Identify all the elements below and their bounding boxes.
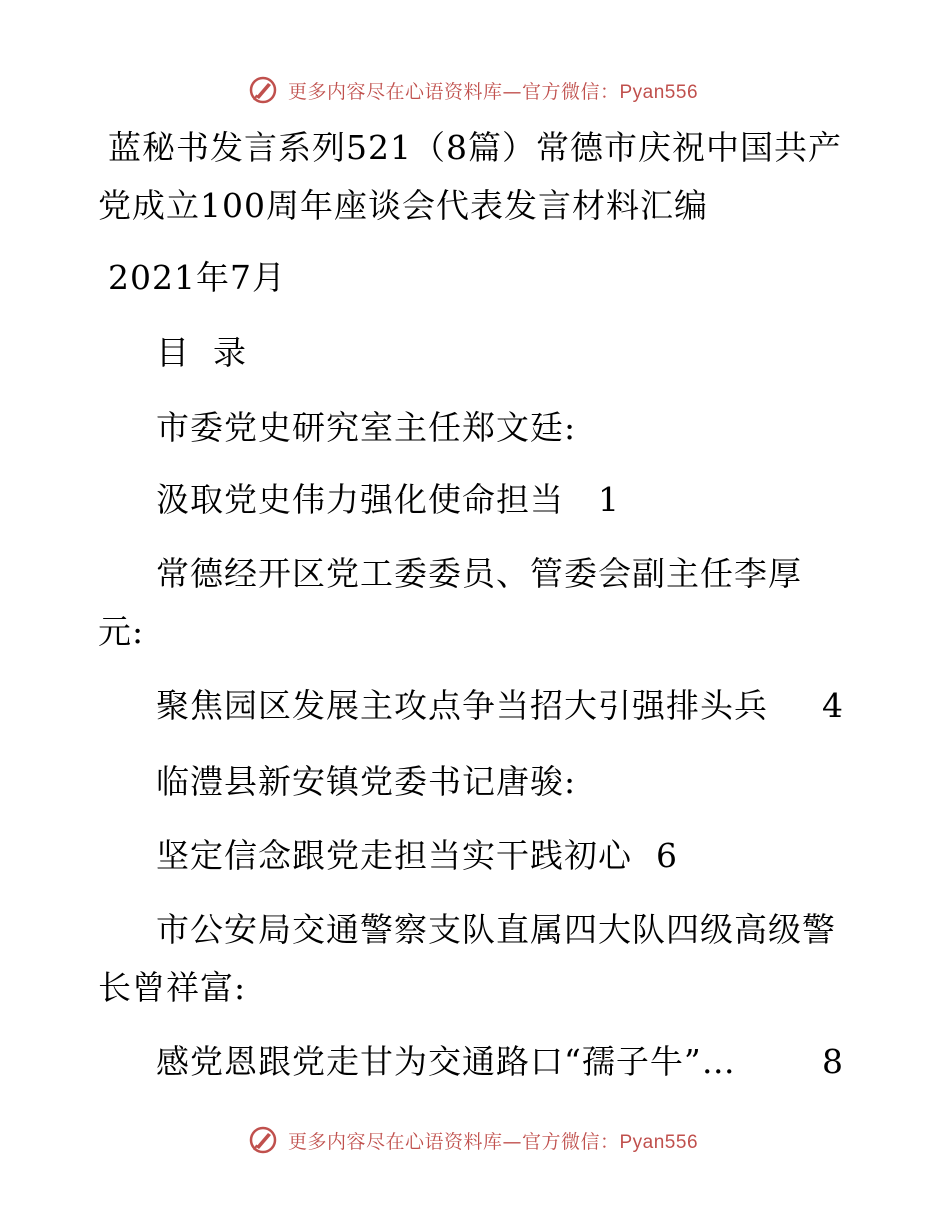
toc-page-number-4[interactable]: 8 — [822, 1042, 843, 1081]
document-title-line-2: 党成立100周年座谈会代表发言材料汇编 — [98, 186, 708, 225]
document-date: 2021年7月 — [108, 258, 286, 297]
toc-entry-title-4[interactable]: 感党恩跟党走甘为交通路口“孺子牛”… — [156, 1042, 736, 1081]
toc-speaker-3: 临澧县新安镇党委书记唐骏: — [156, 762, 577, 801]
quill-logo-icon — [248, 1125, 278, 1155]
toc-speaker-2: 常德经开区党工委委员、管委会副主任李厚 — [156, 554, 802, 593]
toc-speaker-4: 市公安局交通警察支队直属四大队四级高级警 — [156, 910, 836, 949]
toc-speaker-1: 市委党史研究室主任郑文廷: — [156, 408, 577, 447]
toc-speaker-2-continued: 元: — [98, 612, 145, 651]
toc-speaker-4-continued: 长曾祥富: — [98, 968, 247, 1007]
toc-entry-title-2[interactable]: 聚焦园区发展主攻点争当招大引强排头兵 — [156, 686, 768, 725]
document-title-line-1: 蓝秘书发言系列521（8篇）常德市庆祝中国共产 — [108, 128, 842, 167]
toc-heading: 目 录 — [156, 333, 247, 372]
watermark-text: 更多内容尽在心语资料库—官方微信： — [287, 80, 620, 103]
toc-page-number-1[interactable]: 1 — [598, 480, 619, 519]
watermark-text: 更多内容尽在心语资料库—官方微信： — [287, 1130, 620, 1153]
header-watermark — [0, 70, 950, 110]
toc-entry-title-3[interactable]: 坚定信念跟党走担当实干践初心 — [156, 836, 632, 875]
toc-entry-title-1[interactable]: 汲取党史伟力强化使命担当 — [156, 480, 564, 519]
footer-watermark — [0, 1120, 950, 1160]
toc-page-number-2[interactable]: 4 — [822, 686, 843, 725]
quill-logo-icon — [248, 75, 278, 105]
watermark-wechat-id: Pyan556 — [619, 81, 699, 103]
toc-page-number-3[interactable]: 6 — [656, 836, 677, 875]
watermark-wechat-id: Pyan556 — [619, 1131, 699, 1153]
